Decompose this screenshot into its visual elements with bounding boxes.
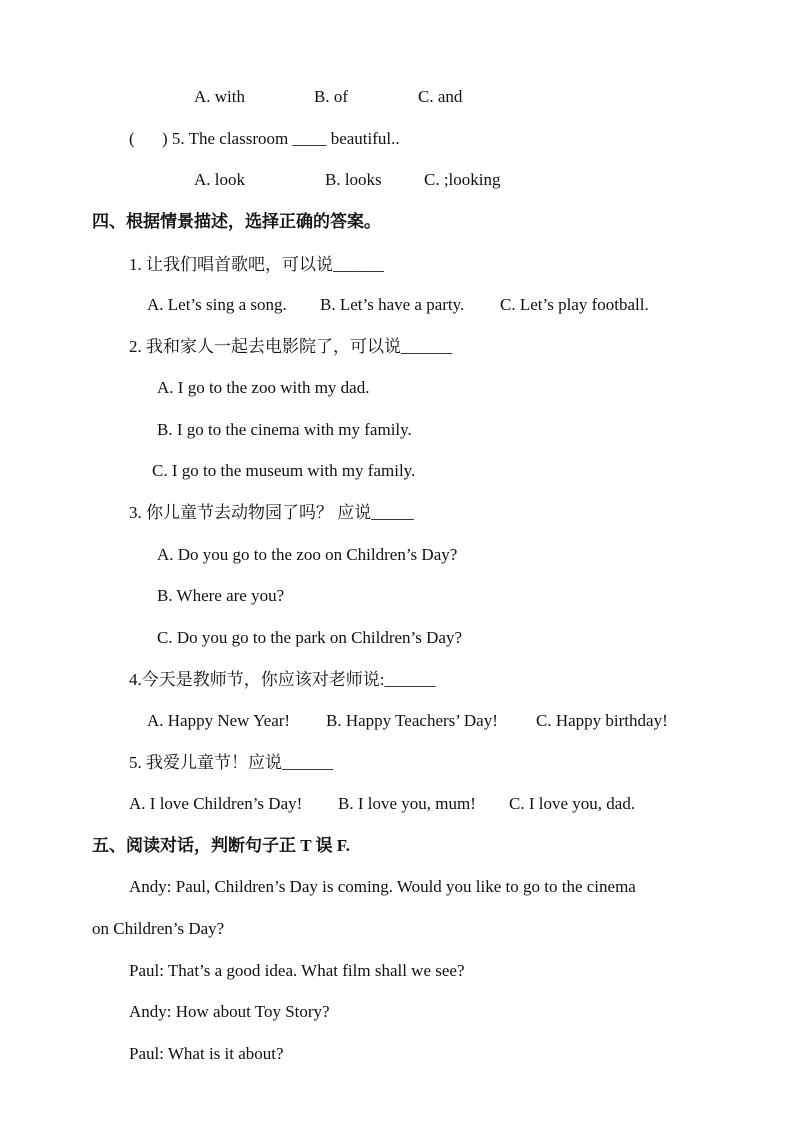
s4-q2-option-c: C. I go to the museum with my family.: [152, 461, 416, 480]
dialogue-line: on Children’s Day?: [92, 919, 225, 938]
s4-q4-option-a: A. Happy New Year!: [147, 711, 291, 730]
s4-q2-option-a: A. I go to the zoo with my dad.: [157, 378, 370, 397]
q4-option-a: A. with: [194, 87, 245, 106]
q5-stem: ) 5. The classroom ____ beautiful..: [162, 129, 400, 148]
s4-q5-option-b: B. I love you, mum!: [338, 794, 476, 813]
s4-q1-option-c: C. Let’s play football.: [500, 295, 649, 314]
section-4-heading: 四、根据情景描述，选择正确的答案。: [92, 212, 381, 231]
s4-q3-prompt: 3. 你儿童节去动物园了吗？ 应说_____: [129, 503, 414, 522]
s4-q5-option-c: C. I love you, dad.: [509, 794, 636, 813]
q4-option-b: B. of: [314, 87, 348, 106]
s4-q3-option-a: A. Do you go to the zoo on Children’s Day?: [157, 545, 458, 564]
s4-q2-option-b: B. I go to the cinema with my family.: [157, 420, 412, 439]
s4-q2-prompt: 2. 我和家人一起去电影院了，可以说______: [129, 337, 452, 356]
q5-option-a: A. look: [194, 170, 245, 189]
s4-q1-prompt: 1. 让我们唱首歌吧，可以说______: [129, 255, 384, 274]
dialogue-line: Paul: What is it about?: [129, 1044, 284, 1063]
s4-q1-option-b: B. Let’s have a party.: [320, 295, 465, 314]
s4-q1-option-a: A. Let’s sing a song.: [147, 295, 287, 314]
s4-q3-option-c: C. Do you go to the park on Children’s Day?: [157, 628, 463, 647]
q4-option-c: C. and: [418, 87, 463, 106]
dialogue-line: Andy: How about Toy Story?: [129, 1002, 330, 1021]
s4-q5-option-a: A. I love Children’s Day!: [129, 794, 303, 813]
q5-bracket: (: [129, 129, 135, 148]
s4-q4-prompt: 4.今天是教师节，你应该对老师说:______: [129, 670, 436, 689]
section-5-heading: 五、阅读对话，判断句子正 T 误 F.: [92, 836, 350, 855]
s4-q4-option-b: B. Happy Teachers’ Day!: [326, 711, 498, 730]
dialogue-line: Paul: That’s a good idea. What film shall we see?: [129, 961, 465, 980]
s4-q3-option-b: B. Where are you?: [157, 586, 285, 605]
dialogue-line: Andy: Paul, Children’s Day is coming. Would you like to go to the cinema: [129, 877, 636, 896]
q5-option-c: C. ;looking: [424, 170, 501, 189]
q5-option-b: B. looks: [325, 170, 382, 189]
s4-q5-prompt: 5. 我爱儿童节！应说______: [129, 753, 333, 772]
s4-q4-option-c: C. Happy birthday!: [536, 711, 668, 730]
